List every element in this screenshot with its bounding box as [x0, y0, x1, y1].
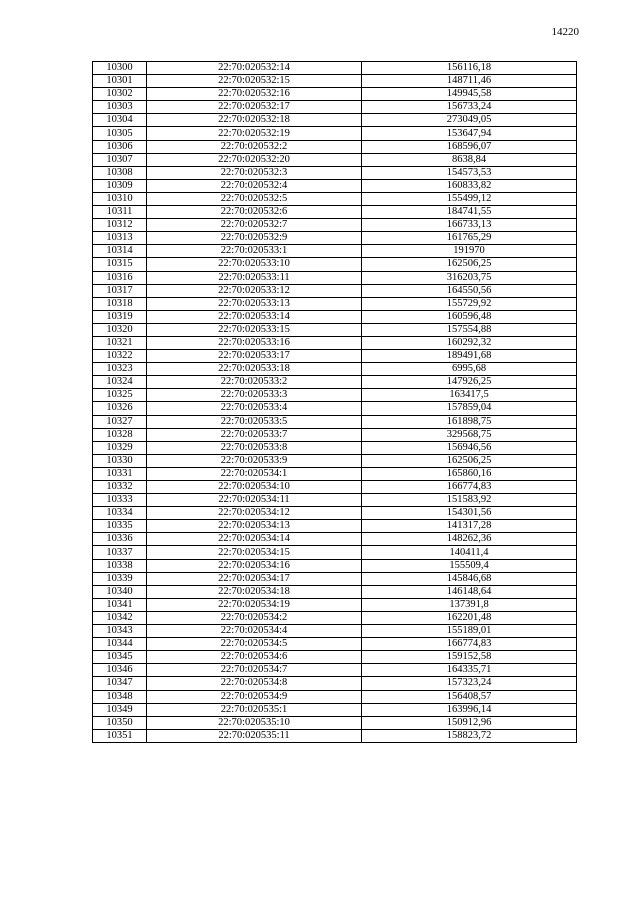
row-number-cell: 10330 — [93, 454, 147, 467]
row-number-cell: 10308 — [93, 166, 147, 179]
row-number-cell: 10332 — [93, 481, 147, 494]
row-number-cell: 10342 — [93, 611, 147, 624]
cadastral-value-cell: 146148,64 — [362, 585, 577, 598]
cadastral-number-cell: 22:70:020532:20 — [147, 153, 362, 166]
row-number-cell: 10318 — [93, 297, 147, 310]
row-number-cell: 10337 — [93, 546, 147, 559]
cadastral-number-cell: 22:70:020533:3 — [147, 389, 362, 402]
cadastral-value-cell: 149945,58 — [362, 88, 577, 101]
table-row — [93, 284, 577, 297]
cadastral-number-cell: 22:70:020532:14 — [147, 62, 362, 75]
table-row — [93, 376, 577, 389]
table-row — [93, 232, 577, 245]
table-row — [93, 363, 577, 376]
table-row — [93, 638, 577, 651]
cadastral-value-cell: 157554,88 — [362, 323, 577, 336]
cadastral-value-cell: 163996,14 — [362, 703, 577, 716]
cadastral-value-cell: 161898,75 — [362, 415, 577, 428]
cadastral-number-cell: 22:70:020534:6 — [147, 651, 362, 664]
cadastral-number-cell: 22:70:020534:2 — [147, 611, 362, 624]
cadastral-value-cell: 191970 — [362, 245, 577, 258]
table-row — [93, 166, 577, 179]
cadastral-number-cell: 22:70:020534:17 — [147, 572, 362, 585]
cadastral-number-cell: 22:70:020533:16 — [147, 336, 362, 349]
table-row — [93, 402, 577, 415]
cadastral-value-cell: 153647,94 — [362, 127, 577, 140]
cadastral-number-cell: 22:70:020534:15 — [147, 546, 362, 559]
row-number-cell: 10313 — [93, 232, 147, 245]
cadastral-value-cell: 160292,32 — [362, 336, 577, 349]
table-row — [93, 598, 577, 611]
table-body — [93, 62, 577, 743]
cadastral-value-cell: 273049,05 — [362, 114, 577, 127]
cadastral-value-cell: 140411,4 — [362, 546, 577, 559]
row-number-cell: 10351 — [93, 729, 147, 742]
cadastral-number-cell: 22:70:020534:11 — [147, 494, 362, 507]
table-row — [93, 114, 577, 127]
row-number-cell: 10334 — [93, 507, 147, 520]
row-number-cell: 10317 — [93, 284, 147, 297]
cadastral-value-cell: 157859,04 — [362, 402, 577, 415]
cadastral-number-cell: 22:70:020535:10 — [147, 716, 362, 729]
cadastral-number-cell: 22:70:020534:19 — [147, 598, 362, 611]
cadastral-number-cell: 22:70:020533:12 — [147, 284, 362, 297]
cadastral-number-cell: 22:70:020532:9 — [147, 232, 362, 245]
row-number-cell: 10311 — [93, 206, 147, 219]
table-row — [93, 703, 577, 716]
cadastral-number-cell: 22:70:020532:19 — [147, 127, 362, 140]
table-row — [93, 62, 577, 75]
row-number-cell: 10315 — [93, 258, 147, 271]
cadastral-number-cell: 22:70:020534:10 — [147, 481, 362, 494]
cadastral-number-cell: 22:70:020534:1 — [147, 467, 362, 480]
cadastral-number-cell: 22:70:020534:5 — [147, 638, 362, 651]
row-number-cell: 10345 — [93, 651, 147, 664]
cadastral-value-cell: 148711,46 — [362, 75, 577, 88]
table-row — [93, 585, 577, 598]
cadastral-value-cell: 159152,58 — [362, 651, 577, 664]
cadastral-value-cell: 157323,24 — [362, 677, 577, 690]
row-number-cell: 10300 — [93, 62, 147, 75]
table-row — [93, 729, 577, 742]
table-row — [93, 716, 577, 729]
cadastral-value-cell: 154573,53 — [362, 166, 577, 179]
table-row — [93, 441, 577, 454]
table-row — [93, 179, 577, 192]
cadastral-number-cell: 22:70:020535:11 — [147, 729, 362, 742]
cadastral-value-cell: 8638,84 — [362, 153, 577, 166]
row-number-cell: 10349 — [93, 703, 147, 716]
cadastral-number-cell: 22:70:020532:3 — [147, 166, 362, 179]
row-number-cell: 10328 — [93, 428, 147, 441]
cadastral-number-cell: 22:70:020534:18 — [147, 585, 362, 598]
row-number-cell: 10325 — [93, 389, 147, 402]
table-row — [93, 559, 577, 572]
cadastral-value-table — [92, 61, 577, 743]
table-row — [93, 651, 577, 664]
table-row — [93, 494, 577, 507]
cadastral-number-cell: 22:70:020534:7 — [147, 664, 362, 677]
table-row — [93, 611, 577, 624]
cadastral-value-cell: 148262,36 — [362, 533, 577, 546]
row-number-cell: 10305 — [93, 127, 147, 140]
table-row — [93, 206, 577, 219]
cadastral-value-cell: 137391,8 — [362, 598, 577, 611]
cadastral-number-cell: 22:70:020533:7 — [147, 428, 362, 441]
cadastral-number-cell: 22:70:020532:6 — [147, 206, 362, 219]
cadastral-number-cell: 22:70:020532:16 — [147, 88, 362, 101]
page-number: 14220 — [551, 26, 579, 38]
cadastral-number-cell: 22:70:020534:13 — [147, 520, 362, 533]
row-number-cell: 10303 — [93, 101, 147, 114]
cadastral-number-cell: 22:70:020534:14 — [147, 533, 362, 546]
row-number-cell: 10324 — [93, 376, 147, 389]
table-row — [93, 127, 577, 140]
row-number-cell: 10320 — [93, 323, 147, 336]
row-number-cell: 10301 — [93, 75, 147, 88]
row-number-cell: 10340 — [93, 585, 147, 598]
table-row — [93, 75, 577, 88]
table-row — [93, 507, 577, 520]
cadastral-number-cell: 22:70:020534:4 — [147, 625, 362, 638]
row-number-cell: 10333 — [93, 494, 147, 507]
cadastral-number-cell: 22:70:020533:10 — [147, 258, 362, 271]
cadastral-value-cell: 150912,96 — [362, 716, 577, 729]
cadastral-value-cell: 329568,75 — [362, 428, 577, 441]
cadastral-value-cell: 155189,01 — [362, 625, 577, 638]
row-number-cell: 10339 — [93, 572, 147, 585]
row-number-cell: 10331 — [93, 467, 147, 480]
table-row — [93, 101, 577, 114]
cadastral-value-cell: 184741,55 — [362, 206, 577, 219]
cadastral-value-cell: 156408,57 — [362, 690, 577, 703]
table-row — [93, 520, 577, 533]
row-number-cell: 10314 — [93, 245, 147, 258]
cadastral-value-cell: 156116,18 — [362, 62, 577, 75]
table-row — [93, 88, 577, 101]
cadastral-number-cell: 22:70:020532:5 — [147, 192, 362, 205]
cadastral-number-cell: 22:70:020532:4 — [147, 179, 362, 192]
cadastral-value-cell: 145846,68 — [362, 572, 577, 585]
table-row — [93, 219, 577, 232]
row-number-cell: 10335 — [93, 520, 147, 533]
row-number-cell: 10348 — [93, 690, 147, 703]
row-number-cell: 10323 — [93, 363, 147, 376]
row-number-cell: 10316 — [93, 271, 147, 284]
table-row — [93, 664, 577, 677]
cadastral-value-cell: 189491,68 — [362, 350, 577, 363]
table-row — [93, 245, 577, 258]
row-number-cell: 10338 — [93, 559, 147, 572]
row-number-cell: 10309 — [93, 179, 147, 192]
cadastral-value-cell: 166774,83 — [362, 481, 577, 494]
cadastral-number-cell: 22:70:020532:17 — [147, 101, 362, 114]
cadastral-value-cell: 164335,71 — [362, 664, 577, 677]
cadastral-number-cell: 22:70:020534:9 — [147, 690, 362, 703]
table-row — [93, 192, 577, 205]
cadastral-number-cell: 22:70:020533:8 — [147, 441, 362, 454]
cadastral-value-cell: 165860,16 — [362, 467, 577, 480]
cadastral-value-cell: 151583,92 — [362, 494, 577, 507]
row-number-cell: 10327 — [93, 415, 147, 428]
cadastral-number-cell: 22:70:020533:5 — [147, 415, 362, 428]
cadastral-number-cell: 22:70:020533:18 — [147, 363, 362, 376]
row-number-cell: 10321 — [93, 336, 147, 349]
cadastral-value-cell: 141317,28 — [362, 520, 577, 533]
table-row — [93, 310, 577, 323]
row-number-cell: 10302 — [93, 88, 147, 101]
row-number-cell: 10306 — [93, 140, 147, 153]
cadastral-value-cell: 156733,24 — [362, 101, 577, 114]
table-row — [93, 258, 577, 271]
cadastral-value-cell: 155509,4 — [362, 559, 577, 572]
table-row — [93, 297, 577, 310]
cadastral-number-cell: 22:70:020533:2 — [147, 376, 362, 389]
row-number-cell: 10322 — [93, 350, 147, 363]
cadastral-number-cell: 22:70:020533:13 — [147, 297, 362, 310]
cadastral-value-cell: 168596,07 — [362, 140, 577, 153]
row-number-cell: 10319 — [93, 310, 147, 323]
table-row — [93, 428, 577, 441]
cadastral-number-cell: 22:70:020532:7 — [147, 219, 362, 232]
cadastral-number-cell: 22:70:020532:2 — [147, 140, 362, 153]
cadastral-number-cell: 22:70:020533:15 — [147, 323, 362, 336]
cadastral-value-cell: 147926,25 — [362, 376, 577, 389]
row-number-cell: 10343 — [93, 625, 147, 638]
table-row — [93, 271, 577, 284]
cadastral-number-cell: 22:70:020535:1 — [147, 703, 362, 716]
table-row — [93, 140, 577, 153]
row-number-cell: 10310 — [93, 192, 147, 205]
cadastral-value-cell: 166774,83 — [362, 638, 577, 651]
row-number-cell: 10312 — [93, 219, 147, 232]
row-number-cell: 10347 — [93, 677, 147, 690]
cadastral-value-cell: 161765,29 — [362, 232, 577, 245]
cadastral-number-cell: 22:70:020533:1 — [147, 245, 362, 258]
cadastral-number-cell: 22:70:020533:17 — [147, 350, 362, 363]
table-row — [93, 625, 577, 638]
table-row — [93, 415, 577, 428]
table-row — [93, 546, 577, 559]
cadastral-number-cell: 22:70:020532:15 — [147, 75, 362, 88]
cadastral-value-cell: 156946,56 — [362, 441, 577, 454]
cadastral-value-cell: 160596,48 — [362, 310, 577, 323]
cadastral-value-cell: 6995,68 — [362, 363, 577, 376]
row-number-cell: 10344 — [93, 638, 147, 651]
cadastral-value-cell: 158823,72 — [362, 729, 577, 742]
cadastral-value-cell: 155729,92 — [362, 297, 577, 310]
table-row — [93, 389, 577, 402]
table-row — [93, 533, 577, 546]
cadastral-value-cell: 164550,56 — [362, 284, 577, 297]
cadastral-number-cell: 22:70:020533:4 — [147, 402, 362, 415]
row-number-cell: 10341 — [93, 598, 147, 611]
cadastral-value-cell: 162506,25 — [362, 258, 577, 271]
cadastral-number-cell: 22:70:020533:14 — [147, 310, 362, 323]
row-number-cell: 10346 — [93, 664, 147, 677]
table-row — [93, 677, 577, 690]
table-row — [93, 481, 577, 494]
table-row — [93, 572, 577, 585]
cadastral-number-cell: 22:70:020533:9 — [147, 454, 362, 467]
cadastral-number-cell: 22:70:020532:18 — [147, 114, 362, 127]
table-row — [93, 454, 577, 467]
cadastral-value-cell: 155499,12 — [362, 192, 577, 205]
cadastral-value-cell: 154301,56 — [362, 507, 577, 520]
row-number-cell: 10307 — [93, 153, 147, 166]
row-number-cell: 10336 — [93, 533, 147, 546]
cadastral-value-cell: 316203,75 — [362, 271, 577, 284]
cadastral-number-cell: 22:70:020534:8 — [147, 677, 362, 690]
row-number-cell: 10350 — [93, 716, 147, 729]
cadastral-value-cell: 160833,82 — [362, 179, 577, 192]
cadastral-number-cell: 22:70:020534:16 — [147, 559, 362, 572]
row-number-cell: 10329 — [93, 441, 147, 454]
cadastral-number-cell: 22:70:020534:12 — [147, 507, 362, 520]
table-row — [93, 690, 577, 703]
table-row — [93, 467, 577, 480]
cadastral-value-cell: 163417,5 — [362, 389, 577, 402]
row-number-cell: 10326 — [93, 402, 147, 415]
table-row — [93, 336, 577, 349]
cadastral-value-cell: 162506,25 — [362, 454, 577, 467]
cadastral-value-cell: 166733,13 — [362, 219, 577, 232]
table-row — [93, 153, 577, 166]
table-row — [93, 323, 577, 336]
table-row — [93, 350, 577, 363]
cadastral-value-cell: 162201,48 — [362, 611, 577, 624]
row-number-cell: 10304 — [93, 114, 147, 127]
cadastral-number-cell: 22:70:020533:11 — [147, 271, 362, 284]
